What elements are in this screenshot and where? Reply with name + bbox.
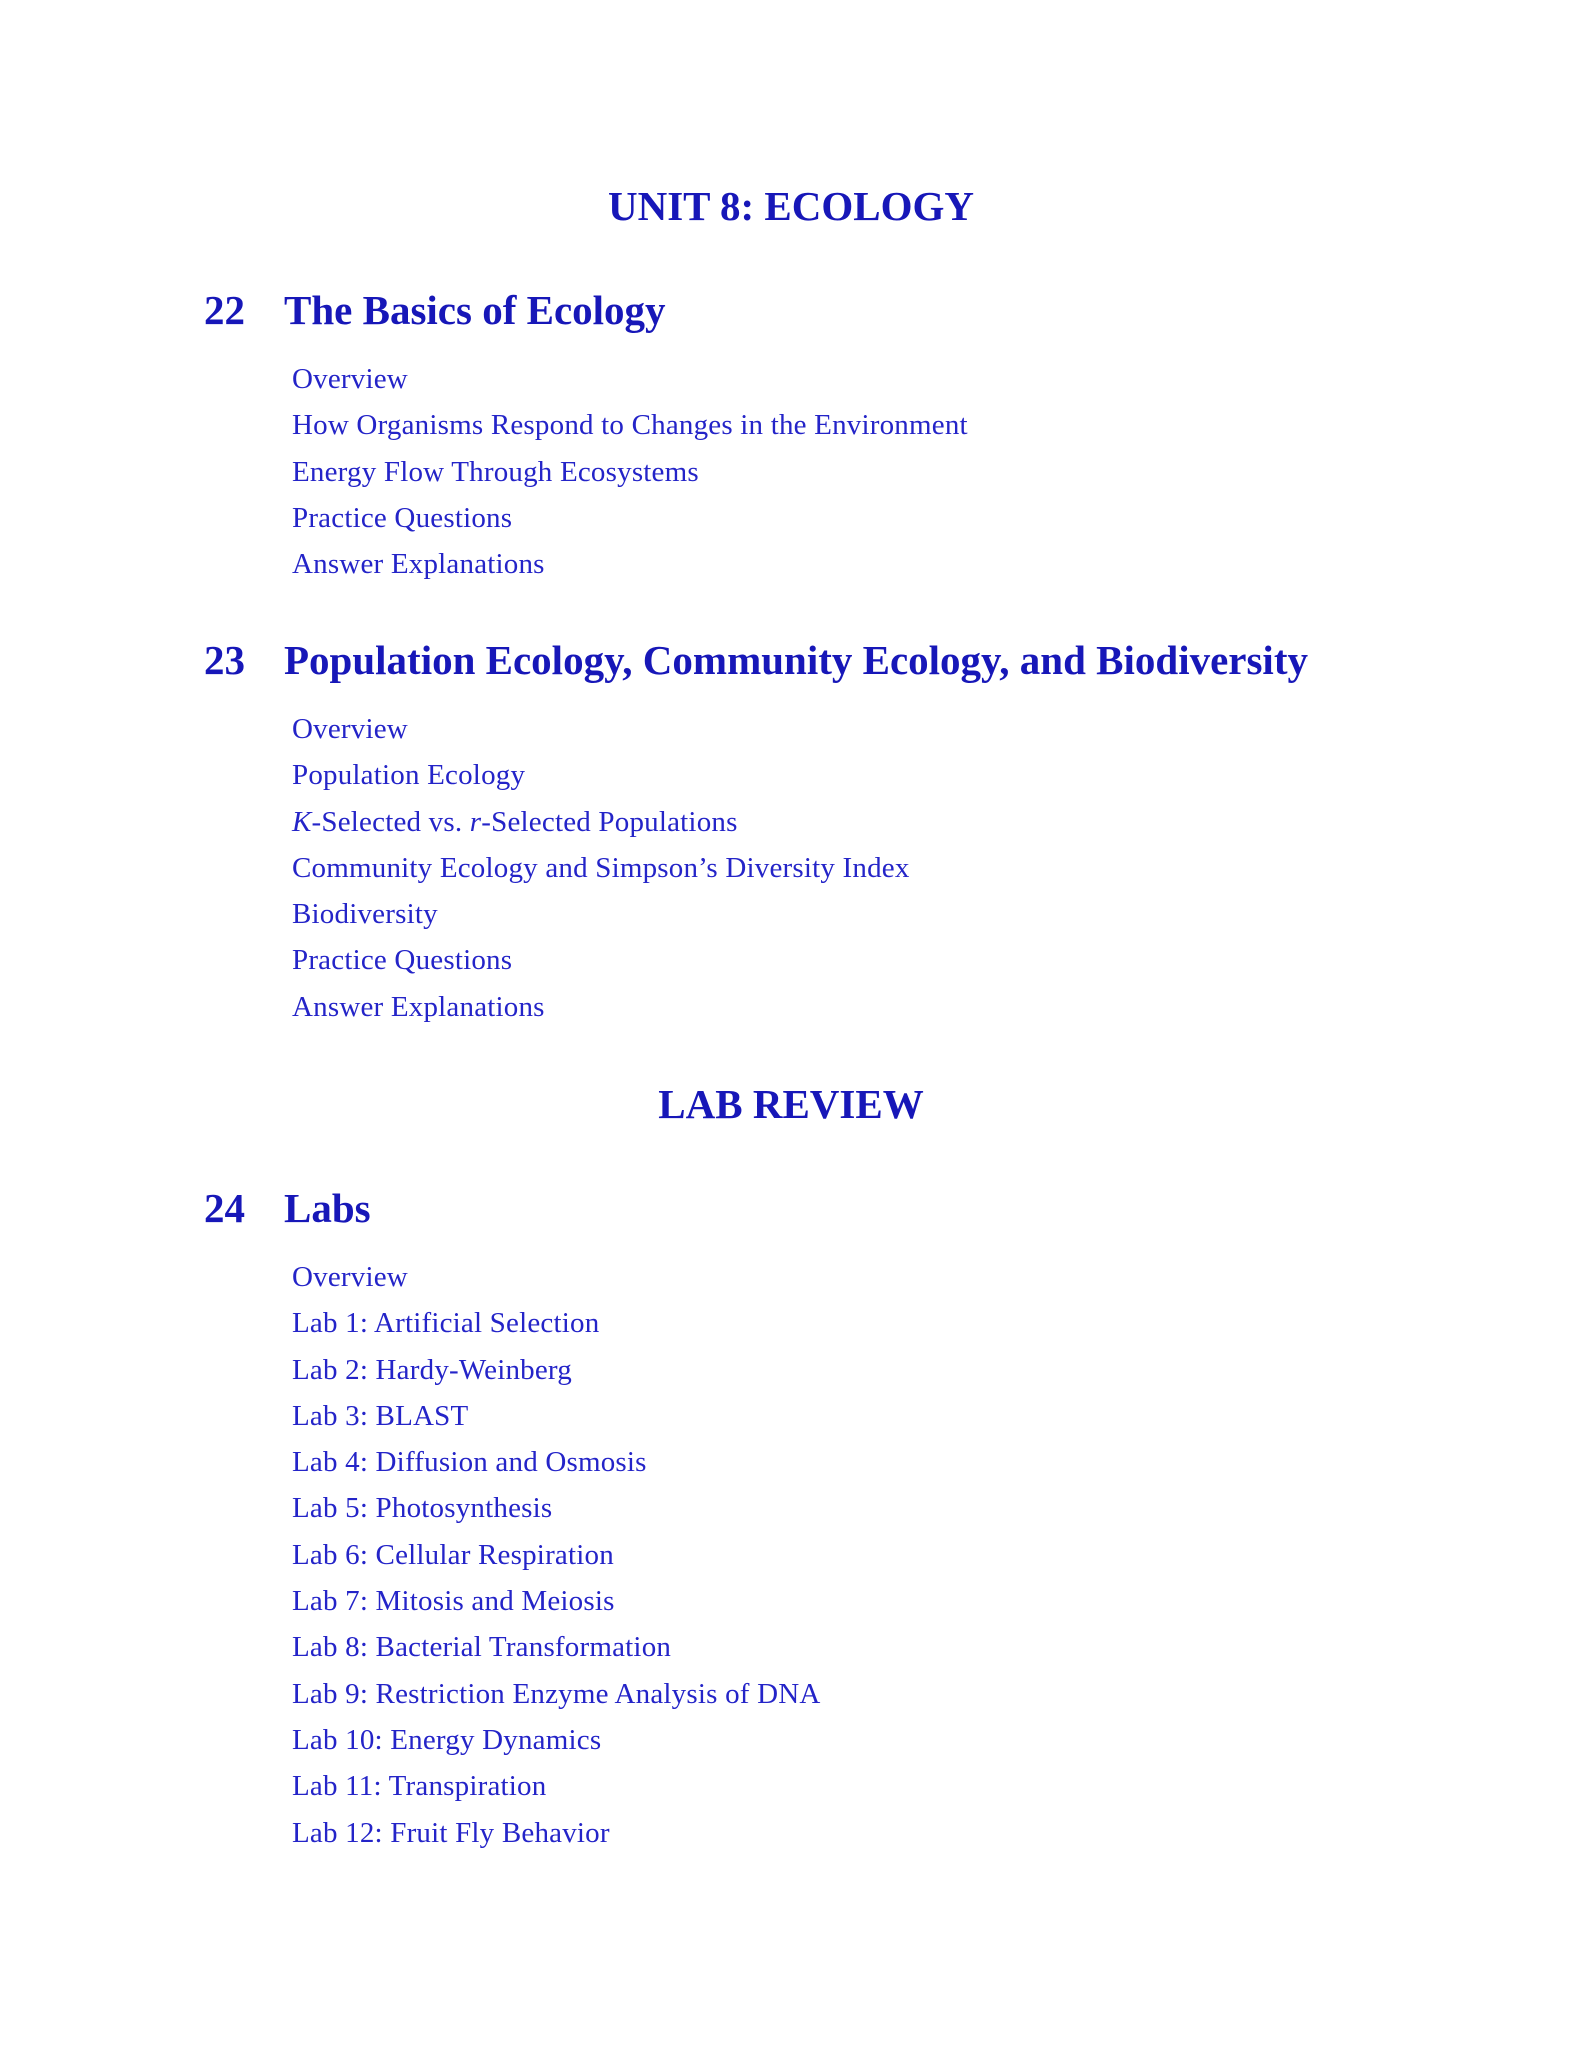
toc-entry[interactable]: Answer Explanations [292,990,545,1023]
toc-entry[interactable]: K-Selected vs. r-Selected Populations [292,805,738,838]
toc-entry[interactable]: Answer Explanations [292,548,545,581]
lab-review-title: LAB REVIEW [658,1081,924,1127]
toc-entry[interactable]: Lab 12: Fruit Fly Behavior [292,1816,610,1849]
toc-entry[interactable]: Lab 8: Bacterial Transformation [292,1631,672,1664]
toc-entry[interactable]: Lab 1: Artificial Selection [292,1307,600,1340]
chapter-title: Labs [284,1185,371,1231]
toc-entry[interactable]: Practice Questions [292,501,513,534]
toc-entry[interactable]: Overview [292,713,408,745]
toc-entry[interactable]: Overview [292,363,408,395]
chapter-heading[interactable] [204,286,666,334]
chapter-number: 22 [204,287,245,333]
toc-entry[interactable]: Energy Flow Through Ecosystems [292,455,699,488]
toc-entry[interactable]: How Organisms Respond to Changes in the Environment [292,409,968,442]
toc-entry[interactable]: Population Ecology [292,759,526,792]
chapter-number: 23 [204,637,245,683]
toc-entry[interactable]: Lab 2: Hardy-Weinberg [292,1353,572,1386]
chapter-toc-list [292,356,968,587]
toc-entry[interactable]: Biodiversity [292,898,438,931]
chapter-toc-list [292,1254,821,1856]
chapter-toc-list [292,706,910,1030]
unit-title: UNIT 8: ECOLOGY [607,183,975,229]
chapter-heading[interactable] [204,1184,371,1232]
toc-entry[interactable]: Lab 9: Restriction Enzyme Analysis of DNA [292,1677,821,1710]
toc-entry[interactable]: Practice Questions [292,944,513,977]
toc-entry[interactable]: Lab 10: Energy Dynamics [292,1723,602,1756]
toc-entry[interactable]: Overview [292,1261,408,1293]
toc-entry[interactable]: Lab 4: Diffusion and Osmosis [292,1446,647,1479]
toc-entry[interactable]: Lab 7: Mitosis and Meiosis [292,1585,615,1618]
chapter-number: 24 [204,1185,245,1231]
chapter-title: Population Ecology, Community Ecology, and Biodiversity [284,637,1308,683]
toc-entry[interactable]: Community Ecology and Simpson’s Diversity Index [292,851,910,884]
toc-entry[interactable]: Lab 3: BLAST [292,1399,469,1432]
chapter-title: The Basics of Ecology [284,287,666,333]
toc-entry[interactable]: Lab 6: Cellular Respiration [292,1538,614,1571]
chapter-heading[interactable] [204,636,1308,684]
toc-entry[interactable]: Lab 5: Photosynthesis [292,1492,553,1525]
toc-entry[interactable]: Lab 11: Transpiration [292,1770,547,1803]
